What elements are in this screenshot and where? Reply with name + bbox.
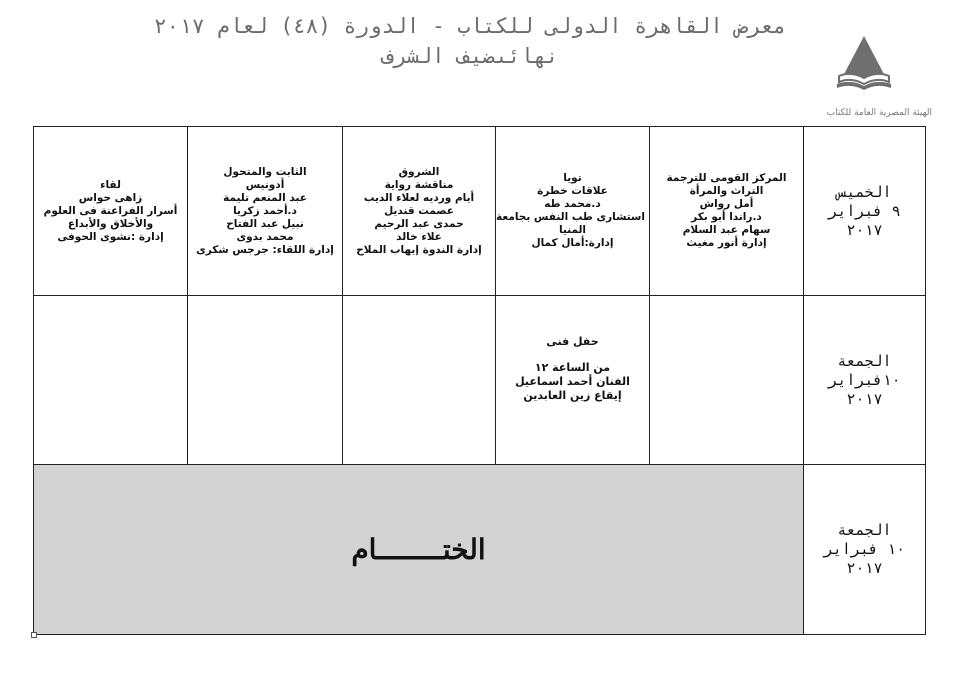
session-line: محمد بدوى <box>236 230 294 243</box>
session-line: تويا <box>563 172 582 184</box>
session-cell <box>188 127 343 296</box>
event-rhythm: إيقاع زين العابدين <box>523 389 622 402</box>
session-line: إدارة :نشوى الحوفى <box>57 230 164 243</box>
event-artist: الفنان أحمد اسماعيل <box>515 375 630 388</box>
session-line: استشارى طب النفس بجامعة <box>496 211 645 223</box>
book-pyramid-logo-icon <box>833 34 895 92</box>
session-line: إدارة اللقاء: جرجس شكرى <box>196 243 334 256</box>
day-cell <box>804 127 926 296</box>
session-line: علاء خالد <box>396 230 442 243</box>
session-cell <box>343 127 496 296</box>
organization-label: الهيئة المصرية العامة للكتاب <box>826 108 932 118</box>
session-line: علاقات خطرة <box>537 185 608 197</box>
day-cell <box>804 296 926 465</box>
event-cell <box>496 296 650 465</box>
session-line: عبد المنعم تليمة <box>223 191 307 204</box>
day-name: الجمعة <box>837 351 892 370</box>
session-line: إدارة الندوة إيهاب الملاح <box>356 243 482 256</box>
session-line: والأخلاق والأبداع <box>67 217 154 230</box>
session-line: أسرار الفراعنة فى العلوم <box>43 204 178 217</box>
event-title: حفل فنى <box>546 335 599 348</box>
day-name: الخميس <box>837 182 892 201</box>
closing-label: الختــــــــام <box>351 533 486 566</box>
session-line: حمدى عبد الرحيم <box>374 217 464 230</box>
empty-cell <box>343 296 496 465</box>
day-cell <box>804 465 926 635</box>
session-line: الشروق <box>398 165 440 178</box>
session-line: د.محمد طه <box>544 198 601 210</box>
session-cell <box>496 127 650 296</box>
day-date: ٩ فبراير <box>828 201 901 220</box>
table-resize-handle[interactable] <box>31 632 37 638</box>
session-line: التراث والمرأة <box>689 185 764 197</box>
page-title: معرض القاهرة الدولى للكتاب - الدورة (٤٨) لعام ٢٠١٧ <box>153 14 787 38</box>
session-line: د.راندا أبو بكر <box>691 211 762 223</box>
session-line: زاهى حواس <box>78 191 143 204</box>
day-year: ٢٠١٧ <box>846 389 883 408</box>
schedule-table <box>33 126 926 635</box>
session-line: المركز القومى للترجمة <box>666 172 787 184</box>
session-line: نبيل عبد الفتاح <box>226 217 304 230</box>
day-year: ٢٠١٧ <box>846 559 883 577</box>
event-time: من الساعة ١٢ <box>534 361 611 374</box>
page-subtitle: نهائىضيف الشرف <box>381 44 559 68</box>
session-line: المنيا <box>558 224 587 236</box>
table-row <box>34 127 926 296</box>
session-line: عصمت قنديل <box>384 204 454 217</box>
table-row <box>34 296 926 465</box>
day-year: ٢٠١٧ <box>846 220 883 239</box>
session-cell <box>650 127 804 296</box>
session-cell <box>34 127 188 296</box>
session-line: أمل رواش <box>699 198 754 210</box>
session-line: أدونيس <box>245 178 285 191</box>
empty-cell <box>188 296 343 465</box>
table-row <box>34 465 926 635</box>
session-line: سهام عبد السلام <box>682 224 771 236</box>
session-line: أيام ورديه لعلاء الديب <box>363 191 475 204</box>
empty-cell <box>34 296 188 465</box>
session-line: مناقشة رواية <box>384 178 454 191</box>
empty-cell <box>650 296 804 465</box>
day-name: الجمعة <box>837 521 892 539</box>
session-line: د.أحمد زكريا <box>233 204 297 217</box>
day-date: ١٠ فبراير <box>823 540 906 558</box>
closing-cell <box>34 465 804 635</box>
session-line: الثابت والمتحول <box>223 165 307 178</box>
day-date: ١٠فبراير <box>828 370 901 389</box>
session-line: إدارة:أمال كمال <box>531 237 614 249</box>
session-line: إدارة أنور مغيث <box>686 237 767 249</box>
session-line: لقاء <box>100 178 121 191</box>
